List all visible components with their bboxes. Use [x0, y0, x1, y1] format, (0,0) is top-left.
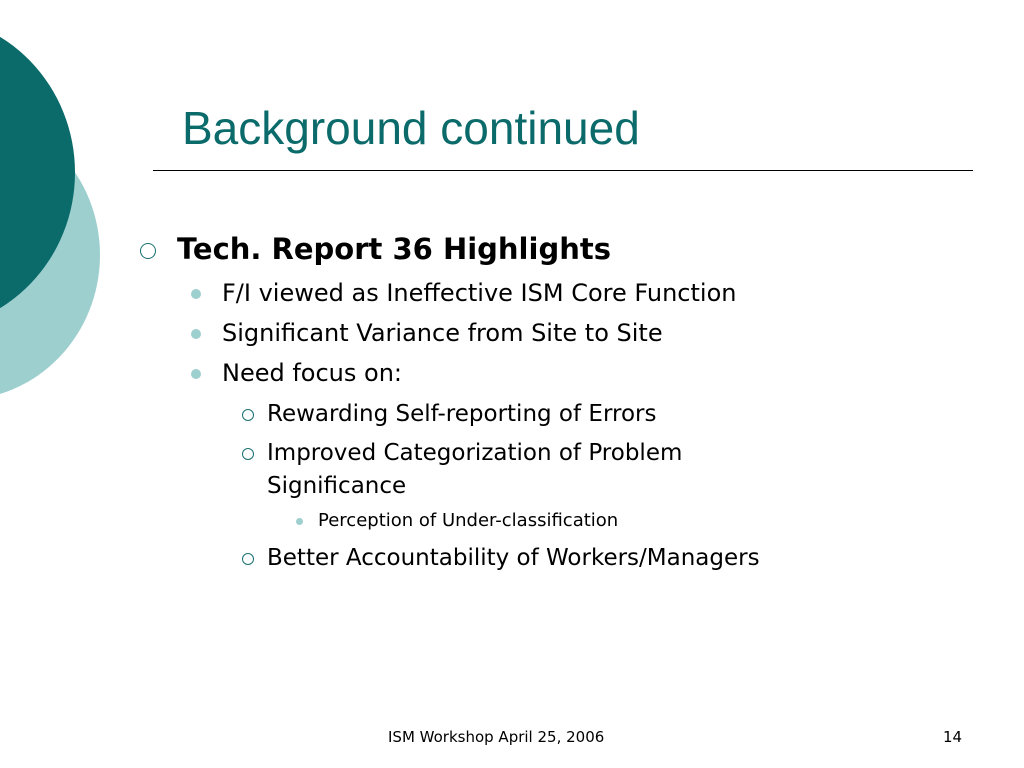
bullet-text-level1: Tech. Report 36 Highlights [177, 232, 611, 266]
title-divider [153, 170, 973, 171]
bullet-text-level3: Rewarding Self-reporting of Errors [267, 401, 657, 427]
page-number: 14 [943, 728, 963, 746]
bullet-text-level2: Significant Variance from Site to Site [222, 319, 663, 347]
hollow-circle-bullet-icon [242, 448, 254, 460]
filled-dot-bullet-icon [191, 329, 201, 339]
bullet-text-level2: Need focus on: [222, 359, 402, 387]
filled-dot-bullet-icon [191, 289, 201, 299]
filled-dot-bullet-icon [296, 518, 303, 525]
bullet-text-level3-continuation: Significance [267, 473, 407, 499]
slide-title: Background continued [182, 102, 640, 154]
bullet-text-level2: F/I viewed as Ineffective ISM Core Function [222, 279, 737, 307]
hollow-circle-bullet-icon [140, 243, 156, 259]
footer-text: ISM Workshop April 25, 2006 [388, 728, 605, 746]
hollow-circle-bullet-icon [242, 553, 254, 565]
bullet-text-level4: Perception of Under-classification [318, 510, 619, 531]
filled-dot-bullet-icon [191, 369, 201, 379]
bullet-text-level3: Better Accountability of Workers/Managers [267, 545, 760, 571]
hollow-circle-bullet-icon [242, 409, 254, 421]
bullet-text-level3: Improved Categorization of Problem [267, 440, 683, 466]
